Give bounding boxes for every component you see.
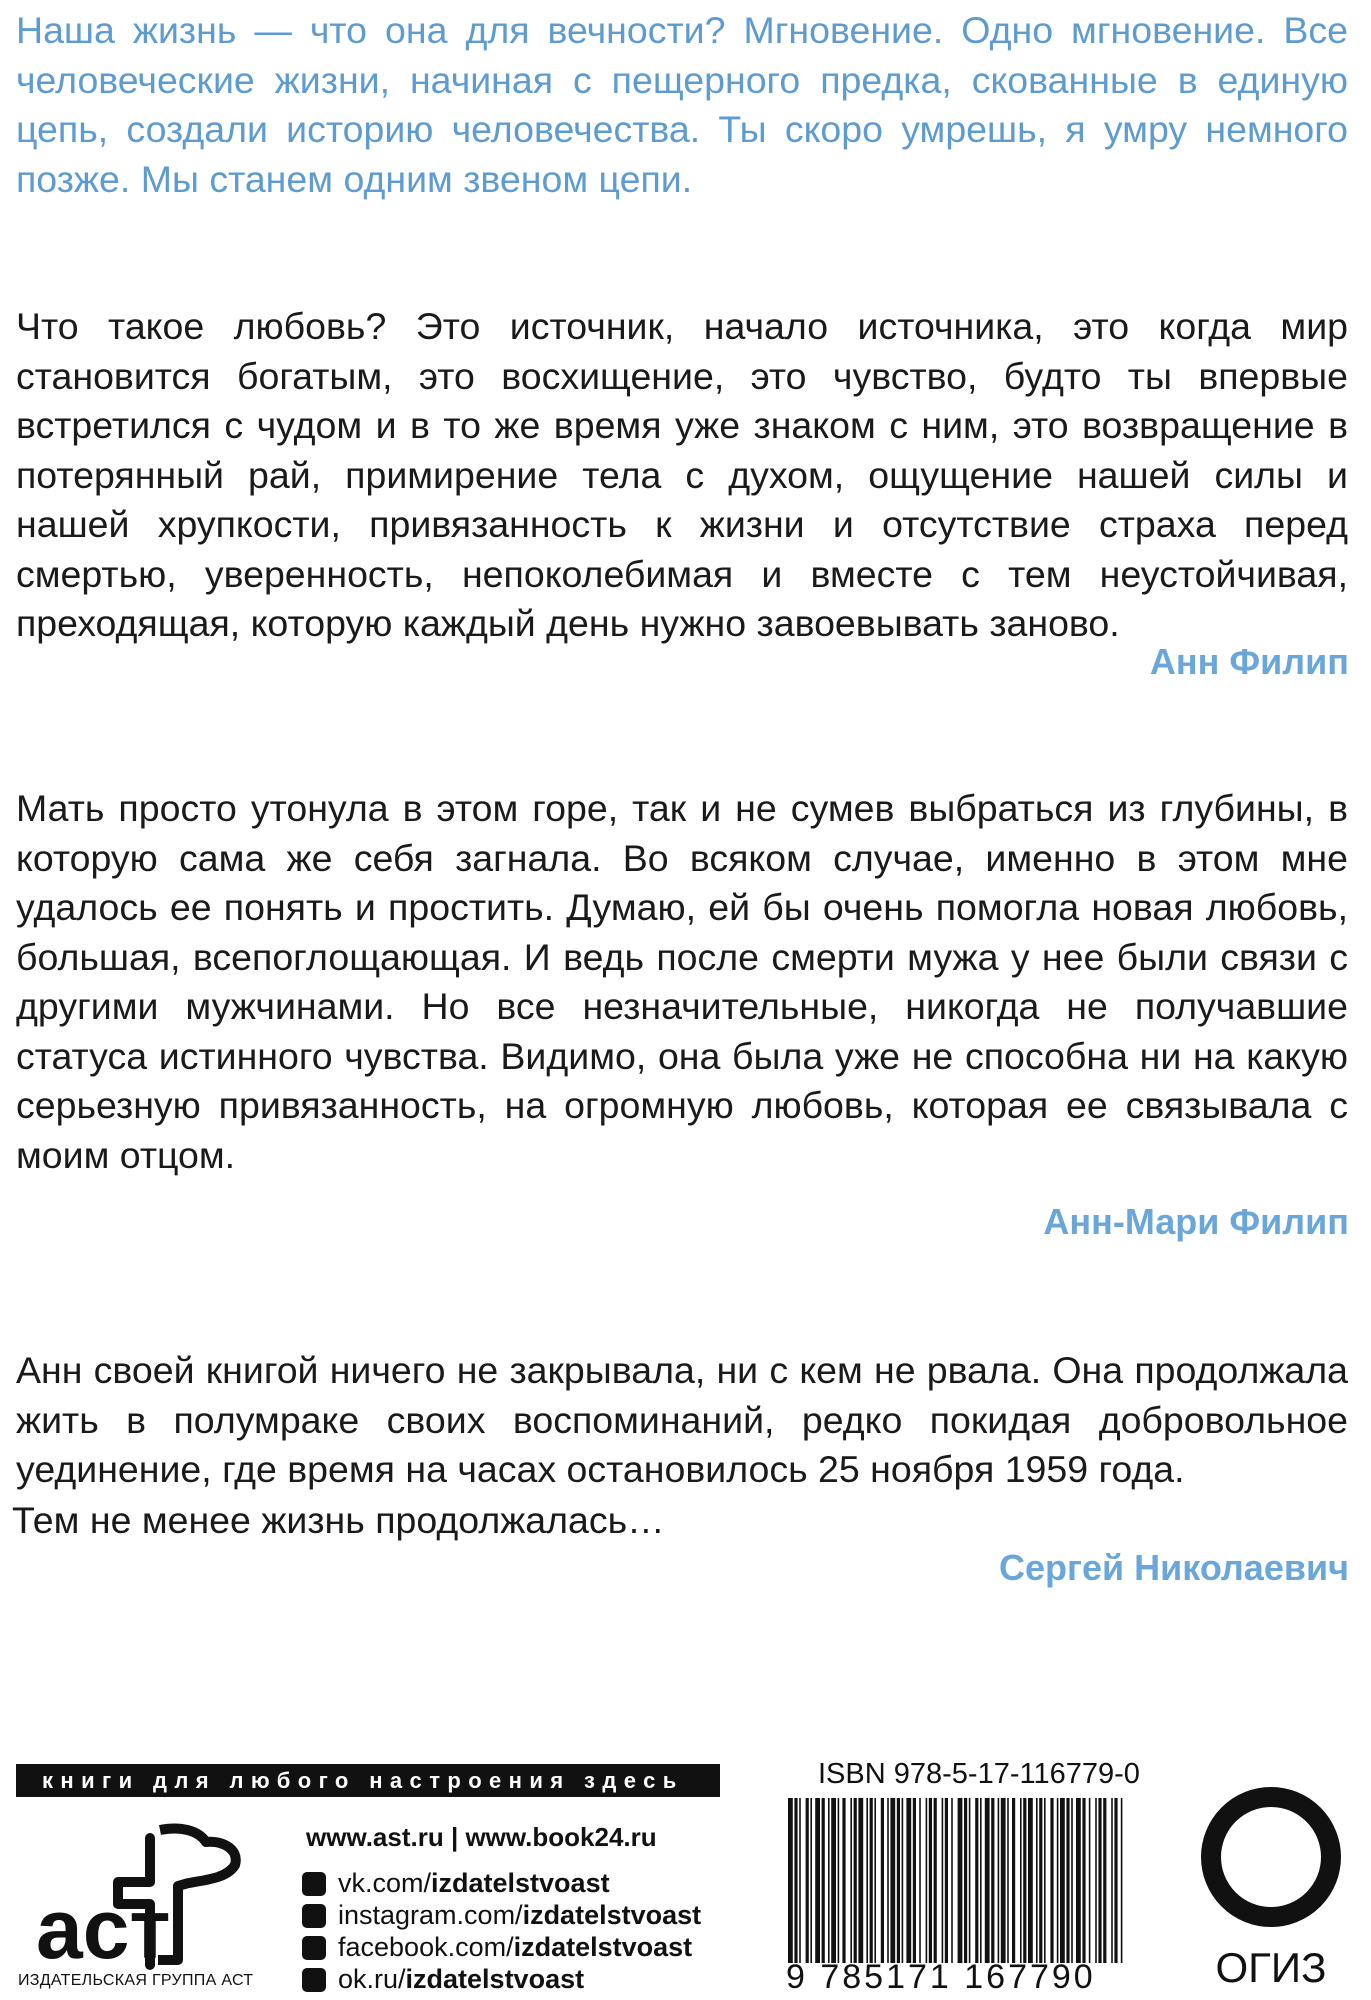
social-prefix: ok.ru/ <box>338 1964 406 1994</box>
social-ok[interactable] <box>302 1964 584 1995</box>
social-prefix: facebook.com/ <box>338 1932 514 1962</box>
publisher-name: ИЗДАТЕЛЬСКАЯ ГРУППА АСТ <box>18 1972 254 1989</box>
social-handle: izdatelstvoast <box>522 1900 702 1930</box>
social-instagram[interactable] <box>302 1900 701 1931</box>
social-vk[interactable] <box>302 1868 610 1899</box>
facebook-icon <box>302 1936 326 1960</box>
barcode <box>786 1798 1126 1963</box>
intro-quote: Наша жизнь — что она для вечности? Мгновение. Одно мгновение. Все человеческие жизни, начиная с пещерного предка, скованные в единую цепь, создали историю человечества. Ты скоро умрешь, я умру немного позже. Мы станем одним звеном цепи. <box>16 9 1348 200</box>
signature-sergey-nikolaevich: Сергей Николаевич <box>999 1547 1349 1588</box>
quote-closing: Анн своей книгой ничего не закрывала, ни с кем не рвала. Она продолжала жить в полумраке своих воспоминаний, редко покидая добровольное уединение, где время на часах остановилось 25 ноября 1959 года. <box>16 1349 1348 1490</box>
instagram-icon <box>302 1904 326 1928</box>
signature-anne-philipe: Анн Филип <box>1149 641 1349 682</box>
quote-mother: Мать просто утонула в этом горе, так и не сумев выбраться из глубины, в которую сама же себя загнала. Во всяком случае, именно в этом мне удалось ее понять и простить. Думаю, ей бы очень помогла новая любовь, большая, всепоглощающая. И ведь после смерти мужа у нее были связи с другими мужчинами. Но все незначительные, никогда не получавшие статуса истинного чувства. Видимо, она была уже не способна ни на какую серьезную привязанность, на огромную любовь, которая ее связывала с моим отцом. <box>16 787 1348 1176</box>
social-handle: izdatelstvoast <box>405 1964 585 1994</box>
slogan-bar: книги для любого настроения здесь <box>16 1764 720 1797</box>
ast-logo <box>30 1820 270 1970</box>
closing-line: Тем не менее жизнь продолжалась… <box>12 1499 665 1541</box>
social-handle: izdatelstvoast <box>431 1868 610 1898</box>
ogiz-text: ОГИЗ <box>1215 1944 1327 1991</box>
signature-anne-marie-philipe: Анн-Мари Филип <box>1043 1201 1349 1242</box>
isbn: ISBN 978-5-17-116779-0 <box>818 1758 1140 1790</box>
website-links[interactable]: www.ast.ru | www.book24.ru <box>306 1822 657 1852</box>
ok-icon <box>302 1968 326 1992</box>
ogiz-logo <box>1196 1782 1346 1994</box>
logo-text: аст <box>36 1882 171 1970</box>
social-prefix: vk.com/ <box>338 1868 432 1898</box>
vk-icon <box>302 1872 326 1896</box>
social-prefix: instagram.com/ <box>338 1900 523 1930</box>
social-facebook[interactable] <box>302 1932 692 1963</box>
quote-love: Что такое любовь? Это источник, начало источника, это когда мир становится богатым, это восхищение, это чувство, будто ты впервые встретился с чудом и в то же время уже знаком с ним, это возвращение в потерянный рай, примирение тела с духом, ощущение нашей силы и нашей хрупкости, привязанность к жизни и отсутствие страха перед смертью, уверенность, непоколебимая и вместе с тем неустойчивая, преходящая, которую каждый день нужно завоевывать заново. <box>16 305 1348 644</box>
barcode-digits: 9 785171 167790 <box>786 1958 1096 1996</box>
social-handle: izdatelstvoast <box>513 1932 693 1962</box>
